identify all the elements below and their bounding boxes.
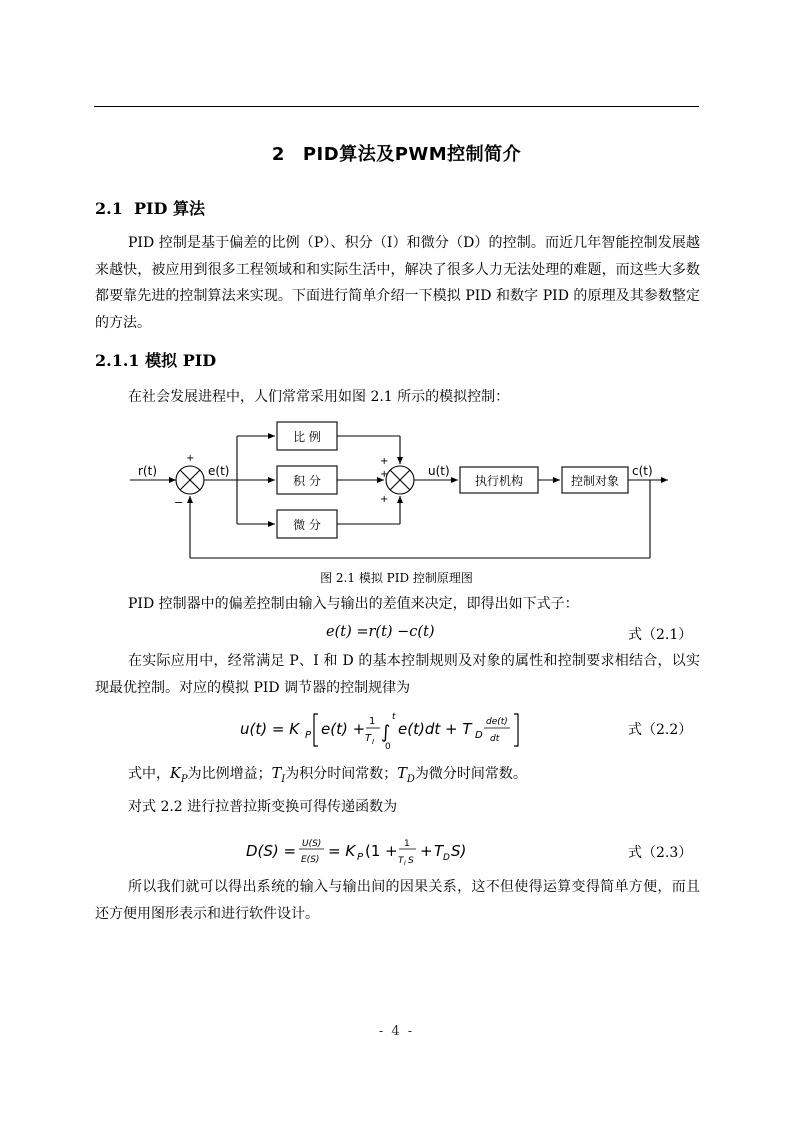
chapter-number: 2: [271, 144, 285, 165]
equation-2-1: e(t) =r(t) −c(t): [326, 624, 435, 640]
svg-text:1: 1: [404, 839, 410, 849]
signal-c-label: c(t): [632, 464, 653, 478]
svg-text:e(t) +: e(t) +: [321, 720, 366, 738]
subsection-number: 2.1.1: [95, 351, 140, 370]
svg-text:S: S: [408, 856, 414, 866]
paragraph-figure-intro: 在社会发展进程中，人们常常采用如图 2.1 所示的模拟控制：: [128, 389, 510, 405]
integral-label: 积 分: [293, 474, 321, 488]
pid-block-diagram: [120, 414, 680, 566]
equation-2-1-label: 式（2.1）: [628, 627, 693, 643]
paragraph-laplace: 对式 2.2 进行拉普拉斯变换可得传递函数为: [128, 799, 398, 815]
svg-text:P: P: [357, 852, 364, 863]
derivative-label: 微 分: [293, 518, 321, 532]
section-number: 2.1: [95, 199, 123, 218]
actuator-label: 执行机构: [474, 474, 524, 488]
svg-text:e(t)dt + T: e(t)dt + T: [398, 720, 472, 738]
svg-text:∫: ∫: [381, 722, 391, 743]
sum2-plus-left: +: [380, 469, 389, 480]
sum1-plus-sign: +: [186, 453, 195, 464]
subsection-heading: [95, 348, 216, 371]
svg-text:T: T: [434, 842, 444, 860]
svg-text:0: 0: [385, 742, 391, 752]
svg-text:I: I: [404, 860, 406, 867]
equation-2-2-label: 式（2.2）: [628, 722, 693, 738]
svg-text:D: D: [443, 853, 450, 863]
signal-e-label: e(t): [208, 464, 230, 478]
sum2-plus-bottom: +: [380, 494, 389, 505]
page-number: - 4 -: [378, 1024, 415, 1039]
svg-text:E(S): E(S): [301, 855, 320, 865]
signal-r-label: r(t): [138, 464, 158, 478]
sum1-minus-sign: −: [174, 496, 184, 509]
paragraph-intro: PID 控制是基于偏差的比例（P）、积分（I）和微分（D）的控制。而近几年智能控制发展越来越快，被应用到很多工程领域和和实际生活中，解决了很多人力无法处理的难题，而这些大多数都要靠先进的控制算法来实现。下面进行简单介绍一下模拟 PID 和数字 PID 的原理及其参数整定的方法。: [95, 235, 700, 331]
subsection-title: 模拟 PID: [145, 351, 217, 370]
svg-text:I: I: [372, 738, 375, 746]
svg-text:U(S): U(S): [302, 839, 322, 849]
svg-text:t: t: [392, 712, 396, 722]
proportional-label: 比 例: [293, 430, 321, 444]
equation-2-3: [244, 834, 474, 870]
paragraph-conclusion: 所以我们就可以得出系统的输入与输出间的因果关系，这不但使得运算变得简单方便，而且还方便用图形表示和进行软件设计。: [95, 879, 700, 922]
svg-text:(1 +: (1 +: [365, 842, 398, 860]
signal-u-label: u(t): [428, 464, 450, 478]
svg-text:u(t) = K: u(t) = K: [240, 720, 300, 738]
svg-text:D(S) =: D(S) =: [246, 842, 297, 860]
svg-text:de(t): de(t): [486, 717, 508, 727]
section-heading: [95, 196, 205, 219]
plant-label: 控制对象: [570, 474, 620, 488]
svg-text:T: T: [365, 733, 372, 744]
sum2-plus-top: +: [380, 456, 389, 467]
svg-text:1: 1: [369, 716, 376, 727]
svg-text:P: P: [305, 730, 312, 741]
svg-text:+: +: [420, 842, 433, 860]
header-rule: [94, 106, 699, 107]
svg-text:= K: = K: [328, 842, 356, 860]
svg-text:S): S): [451, 842, 467, 860]
section-title: PID 算法: [133, 199, 205, 218]
svg-text:D: D: [475, 730, 483, 741]
chapter-title: [0, 140, 793, 166]
paragraph-control-law: 在实际应用中，经常满足 P、I 和 D 的基本控制规则及对象的属性和控制要求相结合，以实现最优控制。对应的模拟 PID 调节器的控制规律为: [95, 653, 700, 696]
chapter-title-text: PID算法及PWM控制简介: [302, 144, 522, 165]
svg-text:dt: dt: [490, 734, 500, 744]
paragraph-variables: 式中，$K_P$为比例增益；$T_I$为积分时间常数；$T_D$为微分时间常数。: [128, 766, 527, 785]
paragraph-error-def: PID 控制器中的偏差控制由输入与输出的差值来决定，即得出如下式子：: [128, 596, 579, 612]
svg-text:T: T: [398, 856, 404, 866]
equation-2-3-label: 式（2.3）: [628, 845, 693, 861]
figure-caption: 图 2.1 模拟 PID 控制原理图: [320, 571, 473, 585]
equation-2-2: [238, 706, 528, 752]
